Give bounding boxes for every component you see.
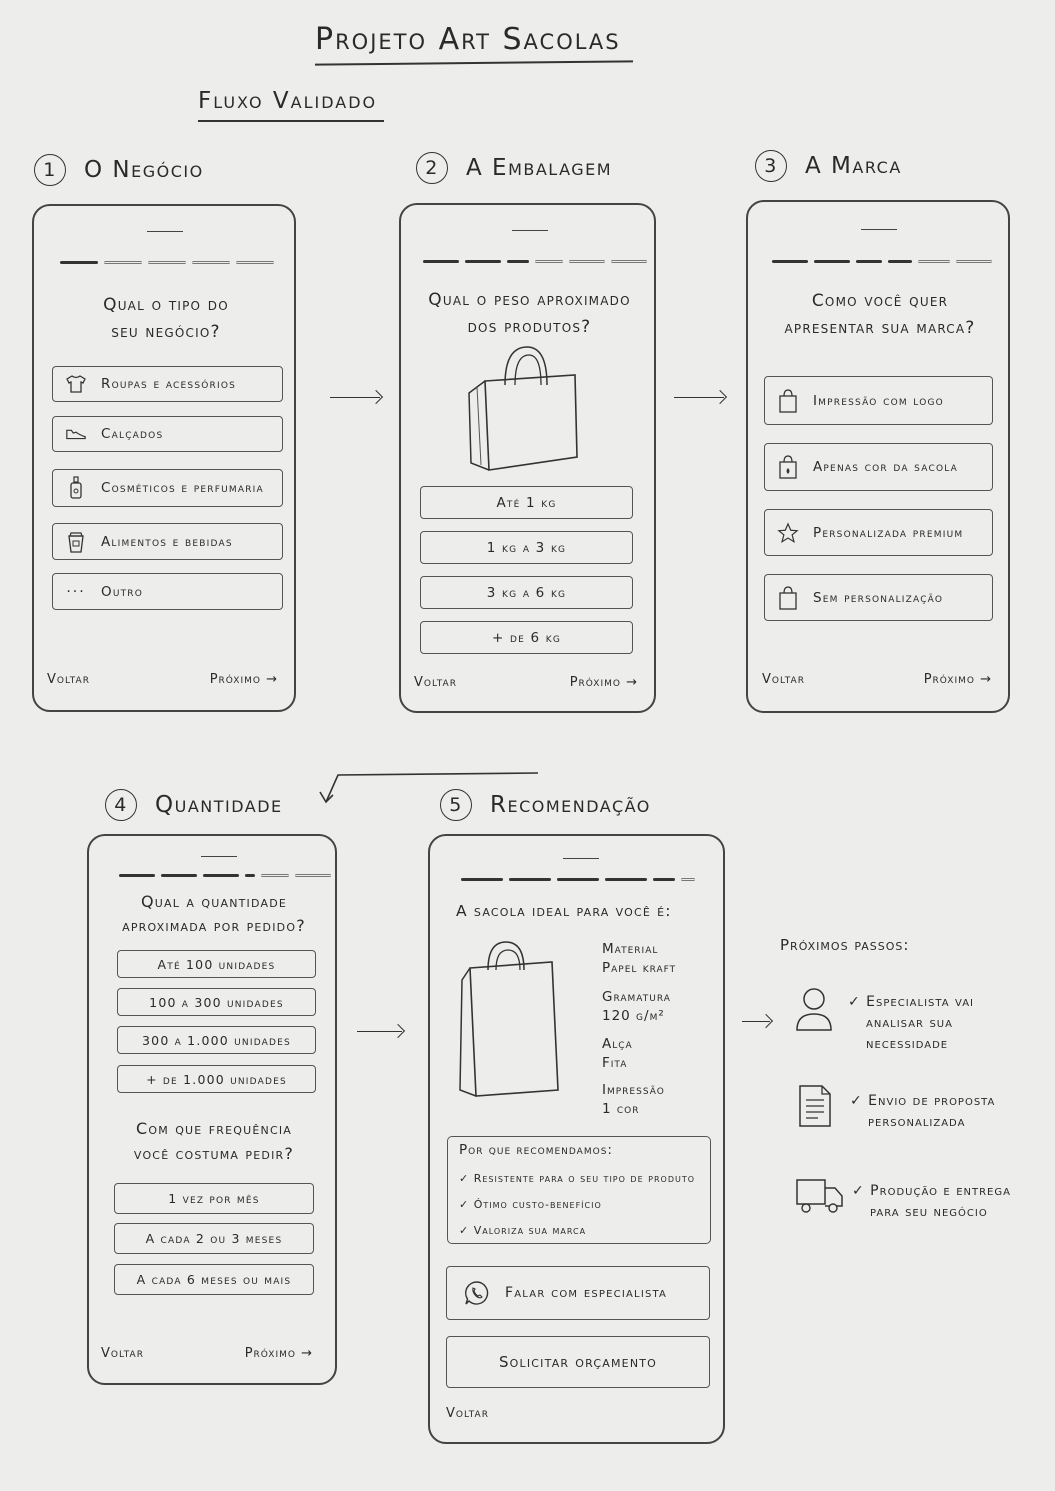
whatsapp-icon bbox=[463, 1279, 491, 1307]
flow-arrow-5-next bbox=[742, 1021, 770, 1022]
button-label: Falar com especialista bbox=[505, 1285, 668, 1301]
spec-impressao: Impressão 1 cor bbox=[602, 1082, 665, 1117]
step-3-heading bbox=[755, 150, 902, 182]
star-icon bbox=[777, 522, 799, 544]
option-apenas-cor[interactable] bbox=[764, 443, 993, 491]
step-number: 3 bbox=[755, 150, 787, 182]
question-text: Qual a quantidade aproximada por pedido? bbox=[122, 892, 306, 935]
document-icon bbox=[798, 1084, 832, 1132]
step-label: Quantidade bbox=[155, 792, 283, 818]
back-link[interactable]: Voltar bbox=[414, 675, 457, 690]
truck-icon bbox=[795, 1176, 845, 1220]
phone-notch bbox=[201, 856, 237, 857]
next-steps-title: Próximos passos: bbox=[780, 936, 910, 954]
why-item: ✓ Ótimo custo-benefício bbox=[459, 1198, 602, 1211]
next-link[interactable]: Próximo → bbox=[209, 672, 278, 687]
bag-plain-icon bbox=[777, 587, 799, 609]
option-2-3-meses[interactable]: A cada 2 ou 3 meses bbox=[114, 1223, 314, 1254]
next-step-item: ✓ Envio de proposta personalizada bbox=[850, 1093, 996, 1130]
ellipsis-icon: ··· bbox=[66, 583, 86, 600]
step-label: A Marca bbox=[805, 153, 902, 179]
option-label: Personalizada premium bbox=[813, 524, 964, 541]
option-label: Cosméticos e perfumaria bbox=[101, 480, 264, 496]
progress-bar bbox=[60, 261, 274, 264]
talk-specialist-button[interactable] bbox=[446, 1266, 710, 1320]
back-link[interactable]: Voltar bbox=[446, 1406, 489, 1421]
option-label: Sem personalização bbox=[813, 589, 944, 606]
option-label: Impressão com logo bbox=[813, 392, 944, 409]
next-link[interactable]: Próximo → bbox=[923, 672, 992, 687]
page-title: Projeto Art Sacolas bbox=[315, 22, 621, 57]
question-text: Qual o peso aproximado dos produtos? bbox=[428, 290, 631, 337]
person-icon bbox=[794, 986, 834, 1036]
question-text: Como você quer apresentar sua marca? bbox=[784, 291, 976, 338]
spec-gramatura: Gramatura 120 g/m² bbox=[602, 989, 671, 1024]
option-outro[interactable] bbox=[52, 573, 283, 610]
perfume-bottle-icon bbox=[65, 477, 87, 499]
step-label: Recomendação bbox=[490, 792, 651, 818]
flow-arrow-2-3 bbox=[674, 397, 724, 398]
phone-screen-2 bbox=[399, 203, 656, 713]
title-underline bbox=[315, 60, 633, 65]
option-label: Apenas cor da sacola bbox=[813, 459, 958, 475]
progress-bar bbox=[423, 260, 647, 263]
next-link[interactable]: Próximo → bbox=[569, 675, 638, 690]
step-label: O Negócio bbox=[84, 157, 204, 183]
option-label: Alimentos e bebidas bbox=[101, 533, 233, 550]
question-text: Qual o tipo do seu negócio? bbox=[103, 295, 229, 342]
phone-notch bbox=[147, 231, 183, 232]
option-300-1000[interactable]: 300 a 1.000 unidades bbox=[117, 1026, 316, 1054]
why-item: ✓ Resistente para o seu tipo de produto bbox=[459, 1172, 696, 1185]
step-4-heading bbox=[105, 789, 283, 821]
option-roupas[interactable] bbox=[52, 366, 283, 402]
progress-bar bbox=[772, 260, 992, 263]
option-100-300[interactable]: 100 a 300 unidades bbox=[117, 988, 316, 1016]
option-6-meses[interactable]: A cada 6 meses ou mais bbox=[114, 1264, 314, 1295]
why-title: Por que recomendamos: bbox=[459, 1142, 613, 1158]
option-label: Roupas e acessórios bbox=[101, 376, 237, 392]
phone-notch bbox=[512, 230, 548, 231]
step-2-heading bbox=[416, 152, 612, 184]
bag-color-icon bbox=[777, 456, 799, 478]
option-ate-100[interactable]: Até 100 unidades bbox=[117, 950, 316, 978]
food-cup-icon bbox=[65, 531, 87, 553]
subtitle-underline bbox=[198, 120, 384, 122]
spec-alca: Alça Fita bbox=[602, 1036, 633, 1071]
shirt-icon bbox=[65, 373, 87, 395]
option-label: Outro bbox=[101, 583, 144, 600]
phone-notch bbox=[563, 858, 599, 859]
option-mais-1000[interactable]: + de 1.000 unidades bbox=[117, 1065, 316, 1093]
step-number: 5 bbox=[440, 789, 472, 821]
option-label: Calçados bbox=[101, 426, 164, 442]
back-link[interactable]: Voltar bbox=[101, 1346, 144, 1361]
phone-notch bbox=[861, 229, 897, 230]
frequency-question: Com que frequência você costuma pedir? bbox=[133, 1119, 295, 1163]
option-calcados[interactable] bbox=[52, 416, 283, 452]
request-quote-button[interactable]: Solicitar orçamento bbox=[446, 1336, 710, 1388]
bag-icon bbox=[777, 390, 799, 412]
phone-screen-4 bbox=[87, 834, 337, 1385]
option-sem-personalizacao[interactable] bbox=[764, 574, 993, 621]
recommendation-heading: A sacola ideal para você é: bbox=[456, 902, 672, 920]
why-item: ✓ Valoriza sua marca bbox=[459, 1224, 587, 1237]
why-recommend-box bbox=[447, 1136, 711, 1244]
option-3-6kg[interactable]: 3 kg a 6 kg bbox=[420, 576, 633, 609]
step-number: 2 bbox=[416, 152, 448, 184]
shoe-icon bbox=[65, 423, 87, 445]
progress-bar bbox=[119, 874, 331, 877]
flow-arrow-3-4 bbox=[318, 768, 540, 812]
phone-screen-1 bbox=[32, 204, 296, 712]
shopping-bag-illustration bbox=[467, 345, 582, 479]
option-1-vez-mes[interactable]: 1 vez por mês bbox=[114, 1183, 314, 1214]
progress-bar bbox=[461, 878, 695, 881]
phone-screen-3 bbox=[746, 200, 1010, 713]
step-number: 4 bbox=[105, 789, 137, 821]
option-cosmeticos[interactable] bbox=[52, 469, 283, 507]
back-link[interactable]: Voltar bbox=[47, 672, 90, 687]
step-1-heading bbox=[34, 154, 204, 186]
next-step-item: ✓ Produção e entrega para seu negócio bbox=[852, 1183, 1011, 1220]
page-subtitle: Fluxo Validado bbox=[198, 88, 378, 114]
option-mais-6kg[interactable]: + de 6 kg bbox=[420, 621, 633, 654]
option-alimentos[interactable] bbox=[52, 523, 283, 560]
phone-screen-5 bbox=[428, 834, 725, 1444]
option-impressao-logo[interactable] bbox=[764, 376, 993, 425]
spec-material: Material Papel kraft bbox=[602, 941, 677, 976]
flow-arrow-4-5 bbox=[357, 1031, 402, 1032]
flow-arrow-1-2 bbox=[330, 397, 380, 398]
kraft-bag-illustration bbox=[458, 940, 563, 1104]
next-link[interactable]: Próximo → bbox=[244, 1346, 313, 1361]
back-link[interactable]: Voltar bbox=[762, 672, 805, 687]
option-ate-1kg[interactable]: Até 1 kg bbox=[420, 486, 633, 519]
step-label: A Embalagem bbox=[466, 155, 613, 181]
option-1-3kg[interactable]: 1 kg a 3 kg bbox=[420, 531, 633, 564]
next-step-item: ✓ Especialista vai analisar sua necessidade bbox=[848, 994, 974, 1052]
step-number: 1 bbox=[34, 154, 66, 186]
option-personalizada-premium[interactable] bbox=[764, 509, 993, 556]
